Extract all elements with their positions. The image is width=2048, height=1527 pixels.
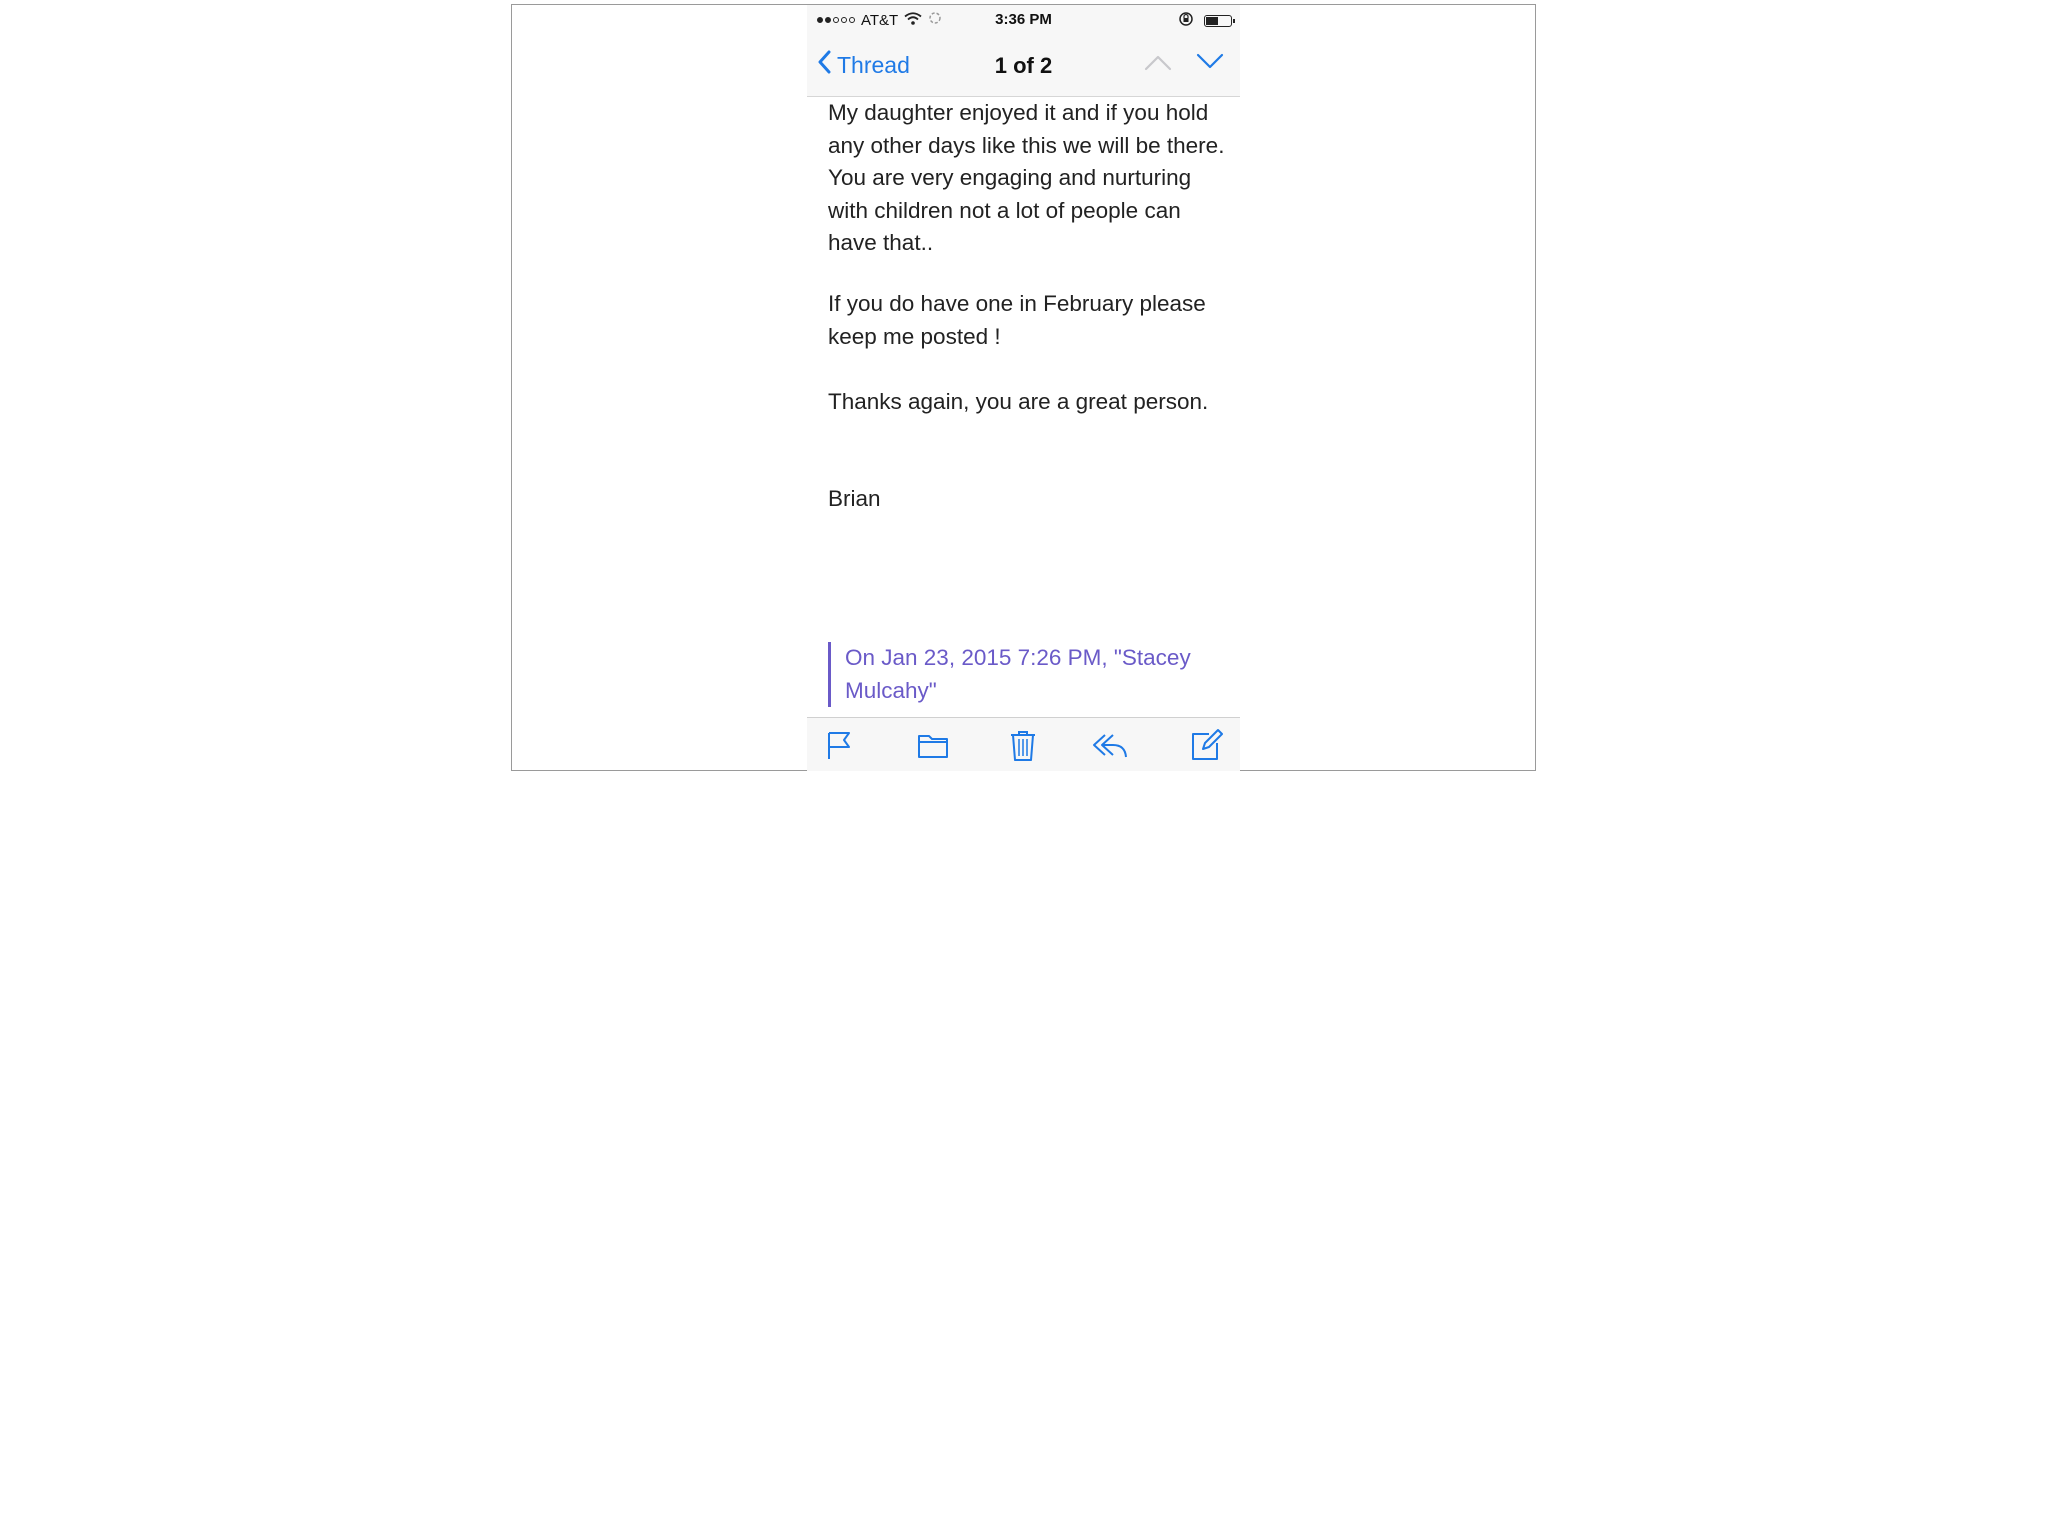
reply-button[interactable] [1091, 728, 1125, 762]
compose-button[interactable] [1189, 728, 1223, 762]
status-time: 3:36 PM [995, 11, 1052, 28]
flag-icon [823, 728, 857, 762]
status-bar [807, 5, 1240, 37]
phone-screen [807, 5, 1240, 771]
quote-header: On Jan 23, 2015 7:26 PM, "Stacey Mulcahy" [845, 645, 1191, 703]
bottom-toolbar [807, 717, 1240, 771]
navigation-bar [807, 37, 1240, 97]
message-position: 1 of 2 [994, 53, 1053, 78]
compose-icon [1189, 728, 1223, 762]
previous-message-button[interactable] [1144, 53, 1172, 76]
reply-icon [1091, 728, 1129, 762]
message-paragraph-2: If you do have one in February please keep me posted ! [828, 291, 1206, 349]
message-paragraph-1: My daughter enjoyed it and if you hold any other days like this we will be there. You are very engaging and nurturing with children not a lot of people can have that.. [828, 100, 1225, 255]
flag-button[interactable] [823, 728, 857, 762]
battery-icon [1204, 15, 1232, 27]
delete-button[interactable] [1006, 728, 1040, 762]
trash-icon [1006, 728, 1040, 762]
back-label: Thread [837, 51, 910, 78]
quoted-reply[interactable] [828, 642, 1240, 707]
message-signature: Brian [828, 486, 881, 511]
orientation-lock-icon [1178, 11, 1194, 31]
carrier-label: AT&T [861, 11, 899, 29]
next-message-button[interactable] [1196, 53, 1224, 76]
nav-arrows [1144, 53, 1224, 76]
message-body[interactable] [807, 97, 1240, 717]
folder-icon [916, 728, 950, 762]
message-paragraph-3: Thanks again, you are a great person. [828, 389, 1209, 414]
move-to-folder-button[interactable] [916, 728, 950, 762]
status-right [1178, 11, 1232, 31]
